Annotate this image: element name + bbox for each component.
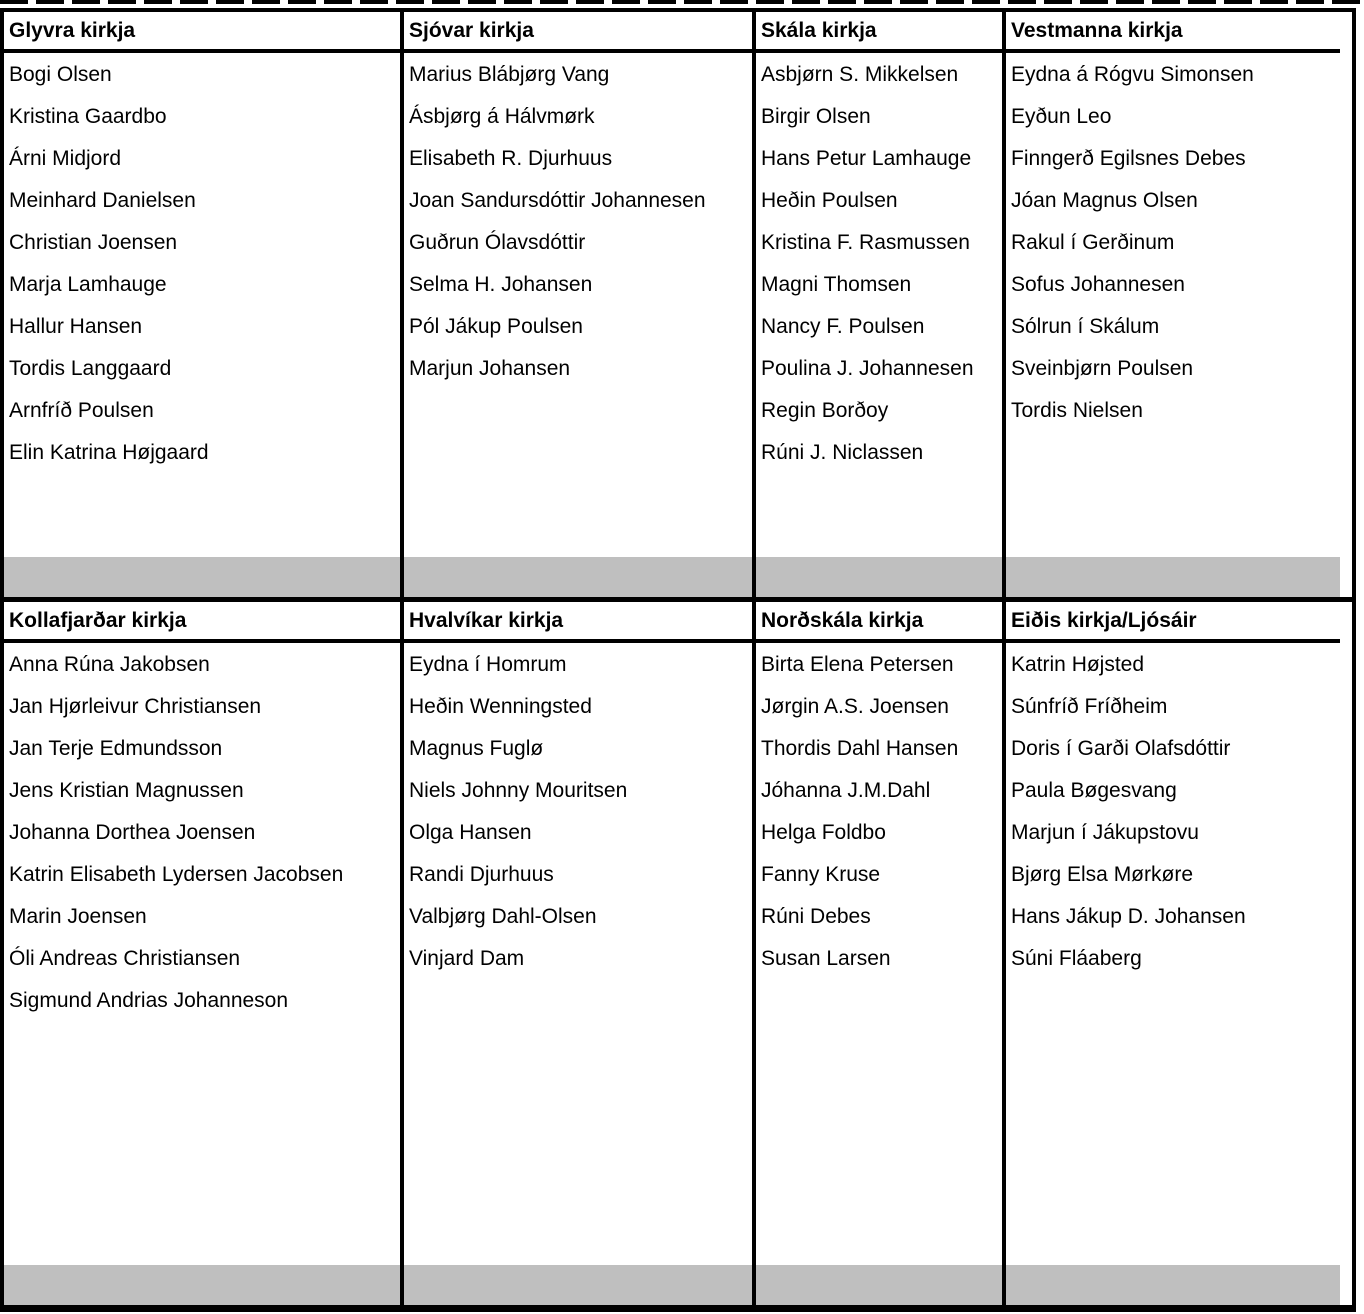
church-name-header: Skála kirkja	[756, 12, 1002, 53]
member-name: Meinhard Danielsen	[9, 189, 196, 212]
gray-footer-band	[404, 557, 752, 597]
member-name: Sólrun í Skálum	[1011, 315, 1160, 338]
member-name: Asbjørn S. Mikkelsen	[761, 63, 959, 86]
member-name: Birta Elena Petersen	[761, 653, 954, 676]
church-column	[404, 602, 756, 1305]
member-name: Ásbjørg á Hálvmørk	[409, 105, 595, 128]
member-name: Helga Foldbo	[761, 821, 886, 844]
member-name: Poulina J. Johannesen	[761, 357, 974, 380]
member-name: Christian Joensen	[9, 231, 178, 254]
member-name: Niels Johnny Mouritsen	[409, 779, 628, 802]
gray-footer-band	[756, 1265, 1002, 1305]
member-name: Tordis Nielsen	[1011, 399, 1143, 422]
member-name: Randi Djurhuus	[409, 863, 554, 886]
church-members-table	[0, 8, 1356, 1312]
member-name: Anna Rúna Jakobsen	[9, 653, 210, 676]
member-name: Hans Petur Lamhauge	[761, 147, 972, 170]
gray-footer-band	[404, 1265, 752, 1305]
member-name: Birgir Olsen	[761, 105, 871, 128]
church-column	[4, 602, 404, 1305]
member-name-list	[404, 53, 752, 557]
member-name-list	[756, 53, 1002, 557]
member-name: Fanny Kruse	[761, 863, 881, 886]
member-name: Susan Larsen	[761, 947, 891, 970]
member-name: Paula Bøgesvang	[1011, 779, 1177, 802]
member-name: Marjun Johansen	[409, 357, 571, 380]
table-block-top	[4, 12, 1352, 597]
member-name: Arnfríð Poulsen	[9, 399, 154, 422]
member-name: Kristina Gaardbo	[9, 105, 167, 128]
member-name: Jens Kristian Magnussen	[9, 779, 244, 802]
church-name-header: Vestmanna kirkja	[1006, 12, 1340, 53]
church-name-header: Sjóvar kirkja	[404, 12, 752, 53]
gray-footer-band	[4, 1265, 400, 1305]
member-name: Súni Fláaberg	[1011, 947, 1142, 970]
member-name: Vinjard Dam	[409, 947, 525, 970]
gray-footer-band	[756, 557, 1002, 597]
table-block-bottom	[4, 597, 1352, 1305]
member-name: Eyðun Leo	[1011, 105, 1112, 128]
member-name: Hallur Hansen	[9, 315, 143, 338]
member-name: Heðin Wenningsted	[409, 695, 592, 718]
member-name: Árni Midjord	[9, 147, 122, 170]
member-name: Hans Jákup D. Johansen	[1011, 905, 1246, 928]
church-column	[756, 602, 1006, 1305]
church-column	[404, 12, 756, 597]
church-name-header: Norðskála kirkja	[756, 602, 1002, 643]
church-column	[1006, 12, 1340, 597]
member-name: Pól Jákup Poulsen	[409, 315, 583, 338]
member-name: Thordis Dahl Hansen	[761, 737, 959, 760]
member-name: Selma H. Johansen	[409, 273, 593, 296]
member-name: Kristina F. Rasmussen	[761, 231, 970, 254]
member-name: Óli Andreas Christiansen	[9, 947, 241, 970]
member-name: Finngerð Egilsnes Debes	[1011, 147, 1246, 170]
member-name: Johanna Dorthea Joensen	[9, 821, 256, 844]
member-name-list	[4, 643, 400, 1265]
church-name-header: Eiðis kirkja/Ljósáir	[1006, 602, 1340, 643]
member-name: Guðrun Ólavsdóttir	[409, 231, 586, 254]
member-name: Rúni Debes	[761, 905, 871, 928]
member-name: Jan Hjørleivur Christiansen	[9, 695, 262, 718]
church-name-header: Kollafjarðar kirkja	[4, 602, 400, 643]
member-name: Magnus Fuglø	[409, 737, 544, 760]
member-name: Jan Terje Edmundsson	[9, 737, 223, 760]
member-name: Sigmund Andrias Johanneson	[9, 989, 289, 1012]
member-name: Jóan Magnus Olsen	[1011, 189, 1198, 212]
member-name: Sofus Johannesen	[1011, 273, 1185, 296]
member-name: Valbjørg Dahl-Olsen	[409, 905, 597, 928]
member-name: Bjørg Elsa Mørkøre	[1011, 863, 1194, 886]
gray-footer-band	[1006, 1265, 1340, 1305]
member-name: Olga Hansen	[409, 821, 532, 844]
member-name-list	[404, 643, 752, 1265]
member-name: Regin Borðoy	[761, 399, 889, 422]
page-break-dashed-line	[0, 0, 1364, 4]
member-name: Joan Sandursdóttir Johannesen	[409, 189, 706, 212]
member-name: Eydna í Homrum	[409, 653, 567, 676]
member-name: Nancy F. Poulsen	[761, 315, 925, 338]
member-name: Marin Joensen	[9, 905, 147, 928]
member-name: Katrin Elisabeth Lydersen Jacobsen	[9, 863, 344, 886]
member-name-list	[1006, 53, 1340, 557]
member-name: Rúni J. Niclassen	[761, 441, 924, 464]
member-name: Jóhanna J.M.Dahl	[761, 779, 931, 802]
member-name: Katrin Højsted	[1011, 653, 1145, 676]
member-name: Jørgin A.S. Joensen	[761, 695, 949, 718]
member-name: Doris í Garði Olafsdóttir	[1011, 737, 1231, 760]
member-name-list	[4, 53, 400, 557]
gray-footer-band	[4, 557, 400, 597]
member-name: Súnfríð Fríðheim	[1011, 695, 1168, 718]
member-name: Marjun í Jákupstovu	[1011, 821, 1199, 844]
member-name: Eydna á Rógvu Simonsen	[1011, 63, 1254, 86]
member-name: Elin Katrina Højgaard	[9, 441, 209, 464]
church-column	[4, 12, 404, 597]
member-name: Bogi Olsen	[9, 63, 112, 86]
member-name: Marja Lamhauge	[9, 273, 167, 296]
member-name-list	[756, 643, 1002, 1265]
church-column	[1006, 602, 1340, 1305]
member-name: Marius Blábjørg Vang	[409, 63, 610, 86]
member-name: Rakul í Gerðinum	[1011, 231, 1175, 254]
gray-footer-band	[1006, 557, 1340, 597]
member-name: Tordis Langgaard	[9, 357, 172, 380]
member-name-list	[1006, 643, 1340, 1265]
member-name: Elisabeth R. Djurhuus	[409, 147, 613, 170]
church-name-header: Glyvra kirkja	[4, 12, 400, 53]
church-column	[756, 12, 1006, 597]
member-name: Magni Thomsen	[761, 273, 912, 296]
member-name: Heðin Poulsen	[761, 189, 898, 212]
church-name-header: Hvalvíkar kirkja	[404, 602, 752, 643]
member-name: Sveinbjørn Poulsen	[1011, 357, 1194, 380]
